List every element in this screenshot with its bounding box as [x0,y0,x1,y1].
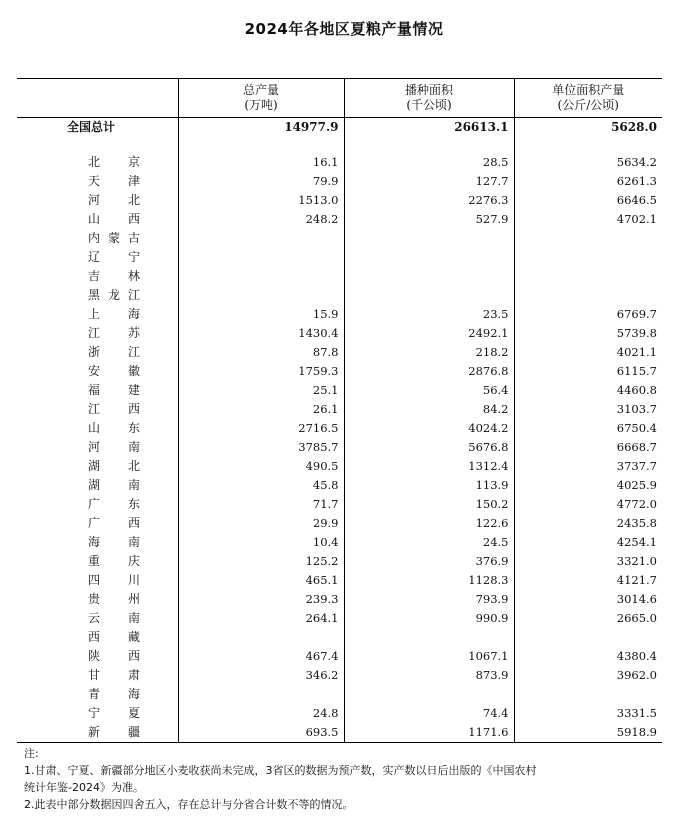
region-yield: 6115.7 [514,362,662,381]
header-region [17,79,178,118]
header-output-unit: (万吨) [244,98,278,112]
total-yield: 5628.0 [514,118,662,138]
region-name [17,533,178,552]
table-row [17,609,662,628]
region-name-text: 新 疆 [88,725,140,739]
region-name-text: 江 苏 [88,326,140,340]
region-yield: 6750.4 [514,419,662,438]
header-output-label: 总产量 [242,83,279,97]
region-yield [514,248,662,267]
region-area [344,628,514,647]
table-row [17,400,662,419]
region-name [17,153,178,172]
table-row [17,590,662,609]
region-area: 113.9 [344,476,514,495]
region-yield: 4380.4 [514,647,662,666]
region-name-text: 湖 南 [88,478,140,492]
region-name-text: 吉 林 [88,269,140,283]
region-name-text: 山 东 [88,421,140,435]
region-output: 125.2 [178,552,344,571]
region-output: 45.8 [178,476,344,495]
note-1-line-1: 1.甘肃、宁夏、新疆部分地区小麦收获尚未完成，3省区的数据为预产数，实产数以日后出版的《中国农村 [24,764,537,777]
region-area: 527.9 [344,210,514,229]
region-name [17,286,178,305]
region-name-text: 福 建 [88,383,140,397]
region-output: 79.9 [178,172,344,191]
region-name-text: 宁 夏 [88,706,140,720]
region-output: 693.5 [178,723,344,743]
region-output: 26.1 [178,400,344,419]
region-yield: 5918.9 [514,723,662,743]
region-area: 2276.3 [344,191,514,210]
table-row [17,419,662,438]
table-row [17,191,662,210]
region-yield: 4025.9 [514,476,662,495]
region-area: 84.2 [344,400,514,419]
region-yield: 6646.5 [514,191,662,210]
region-output: 465.1 [178,571,344,590]
table-row [17,305,662,324]
region-name-text: 江 西 [88,402,140,416]
region-area: 873.9 [344,666,514,685]
region-output: 10.4 [178,533,344,552]
region-name [17,400,178,419]
region-name [17,229,178,248]
region-output: 248.2 [178,210,344,229]
table-row [17,210,662,229]
region-area: 56.4 [344,381,514,400]
region-output: 1430.4 [178,324,344,343]
region-yield [514,628,662,647]
region-name-text: 内 蒙 古 [88,231,140,245]
region-name [17,666,178,685]
table-row [17,457,662,476]
spacer-row [17,137,662,153]
region-yield: 3014.6 [514,590,662,609]
region-name [17,685,178,704]
region-area: 218.2 [344,343,514,362]
region-area: 28.5 [344,153,514,172]
header-area-label: 播种面积 [404,83,453,97]
table-row [17,533,662,552]
region-area: 990.9 [344,609,514,628]
region-output [178,685,344,704]
table-row [17,248,662,267]
region-name [17,438,178,457]
region-yield: 3103.7 [514,400,662,419]
region-output [178,248,344,267]
total-label: 全国总计 [67,120,116,134]
region-name-text: 湖 北 [88,459,140,473]
table-row [17,362,662,381]
table-row [17,229,662,248]
region-area: 1067.1 [344,647,514,666]
region-output: 25.1 [178,381,344,400]
region-name-text: 河 北 [88,193,140,207]
region-name [17,381,178,400]
region-area: 376.9 [344,552,514,571]
page-title: 2024年各地区夏粮产量情况 [244,20,444,38]
region-yield: 2435.8 [514,514,662,533]
region-name [17,172,178,191]
region-output: 3785.7 [178,438,344,457]
region-name [17,571,178,590]
header-yield [514,79,662,118]
region-name-text: 山 西 [88,212,140,226]
region-output: 29.9 [178,514,344,533]
region-yield: 6261.3 [514,172,662,191]
region-output: 71.7 [178,495,344,514]
table-row [17,704,662,723]
region-name [17,552,178,571]
table-row [17,666,662,685]
region-name [17,628,178,647]
region-output [178,267,344,286]
region-yield: 6668.7 [514,438,662,457]
region-output: 1513.0 [178,191,344,210]
total-output: 14977.9 [178,118,344,138]
region-name-text: 西 藏 [88,630,140,644]
table-row [17,495,662,514]
notes-label: 注: [24,747,39,760]
table-row [17,267,662,286]
region-yield: 5739.8 [514,324,662,343]
region-area [344,685,514,704]
table-row [17,172,662,191]
region-area: 122.6 [344,514,514,533]
region-name-text: 广 东 [88,497,140,511]
total-area: 26613.1 [344,118,514,138]
region-name-text: 重 庆 [88,554,140,568]
summer-grain-table [17,78,662,743]
region-output: 24.8 [178,704,344,723]
region-output: 15.9 [178,305,344,324]
region-output: 2716.5 [178,419,344,438]
region-area: 4024.2 [344,419,514,438]
region-name-text: 安 徽 [88,364,140,378]
region-yield [514,229,662,248]
region-name [17,267,178,286]
region-name [17,305,178,324]
region-area: 1128.3 [344,571,514,590]
region-yield: 4121.7 [514,571,662,590]
region-yield: 3331.5 [514,704,662,723]
region-area: 793.9 [344,590,514,609]
region-output: 346.2 [178,666,344,685]
region-name [17,647,178,666]
table-row [17,552,662,571]
table-row [17,153,662,172]
table-row [17,381,662,400]
region-name-text: 浙 江 [88,345,140,359]
region-name-text: 黑 龙 江 [88,288,140,302]
region-yield: 3321.0 [514,552,662,571]
region-name-text: 青 海 [88,687,140,701]
region-name-text: 海 南 [88,535,140,549]
national-total-row [17,118,662,138]
region-area: 1312.4 [344,457,514,476]
region-output [178,628,344,647]
region-yield [514,286,662,305]
region-name-text: 贵 州 [88,592,140,606]
region-name [17,457,178,476]
table-row [17,723,662,743]
region-output: 264.1 [178,609,344,628]
region-yield: 4021.1 [514,343,662,362]
region-yield: 4460.8 [514,381,662,400]
region-yield: 3962.0 [514,666,662,685]
table-row [17,514,662,533]
note-1-line-2: 统计年鉴-2024》为准。 [24,781,144,794]
region-area [344,286,514,305]
table-row [17,685,662,704]
region-name [17,343,178,362]
table-row [17,647,662,666]
table-row [17,324,662,343]
region-area: 2492.1 [344,324,514,343]
region-yield [514,685,662,704]
region-name [17,609,178,628]
table-row [17,343,662,362]
region-yield: 6769.7 [514,305,662,324]
footnotes [24,745,664,813]
region-output: 467.4 [178,647,344,666]
region-output: 490.5 [178,457,344,476]
header-area-unit: (千公顷) [406,98,452,112]
table-header-row [17,79,662,118]
region-yield: 2665.0 [514,609,662,628]
region-area: 24.5 [344,533,514,552]
table-row [17,438,662,457]
region-name-text: 河 南 [88,440,140,454]
region-name-text: 甘 肃 [88,668,140,682]
region-name [17,362,178,381]
region-name-text: 陕 西 [88,649,140,663]
table-row [17,286,662,305]
region-name [17,590,178,609]
table-row [17,476,662,495]
header-output [178,79,344,118]
table-row [17,571,662,590]
region-output: 239.3 [178,590,344,609]
region-name [17,704,178,723]
region-area: 2876.8 [344,362,514,381]
region-name [17,324,178,343]
region-area: 1171.6 [344,723,514,743]
region-name-text: 北 京 [88,155,140,169]
region-area [344,229,514,248]
region-name [17,495,178,514]
header-yield-unit: (公斤/公顷) [557,98,619,112]
header-area [344,79,514,118]
region-area: 127.7 [344,172,514,191]
region-name-text: 上 海 [88,307,140,321]
region-name [17,723,178,743]
region-name-text: 云 南 [88,611,140,625]
region-yield: 3737.7 [514,457,662,476]
header-yield-label: 单位面积产量 [552,83,625,97]
region-area: 23.5 [344,305,514,324]
region-name-text: 四 川 [88,573,140,587]
region-yield: 4772.0 [514,495,662,514]
region-name [17,210,178,229]
region-yield: 4702.1 [514,210,662,229]
region-area: 150.2 [344,495,514,514]
region-output: 1759.3 [178,362,344,381]
region-name [17,514,178,533]
region-area: 5676.8 [344,438,514,457]
region-name-text: 广 西 [88,516,140,530]
region-yield: 4254.1 [514,533,662,552]
region-name [17,419,178,438]
region-name [17,248,178,267]
region-name [17,476,178,495]
region-name [17,191,178,210]
region-area: 74.4 [344,704,514,723]
region-area [344,267,514,286]
region-yield [514,267,662,286]
region-yield: 5634.2 [514,153,662,172]
region-name-text: 辽 宁 [88,250,140,264]
table-row [17,628,662,647]
region-output: 87.8 [178,343,344,362]
region-output [178,229,344,248]
region-area [344,248,514,267]
note-2: 2.此表中部分数据因四舍五入，存在总计与分省合计数不等的情况。 [24,798,354,811]
region-output: 16.1 [178,153,344,172]
region-name-text: 天 津 [88,174,140,188]
region-output [178,286,344,305]
